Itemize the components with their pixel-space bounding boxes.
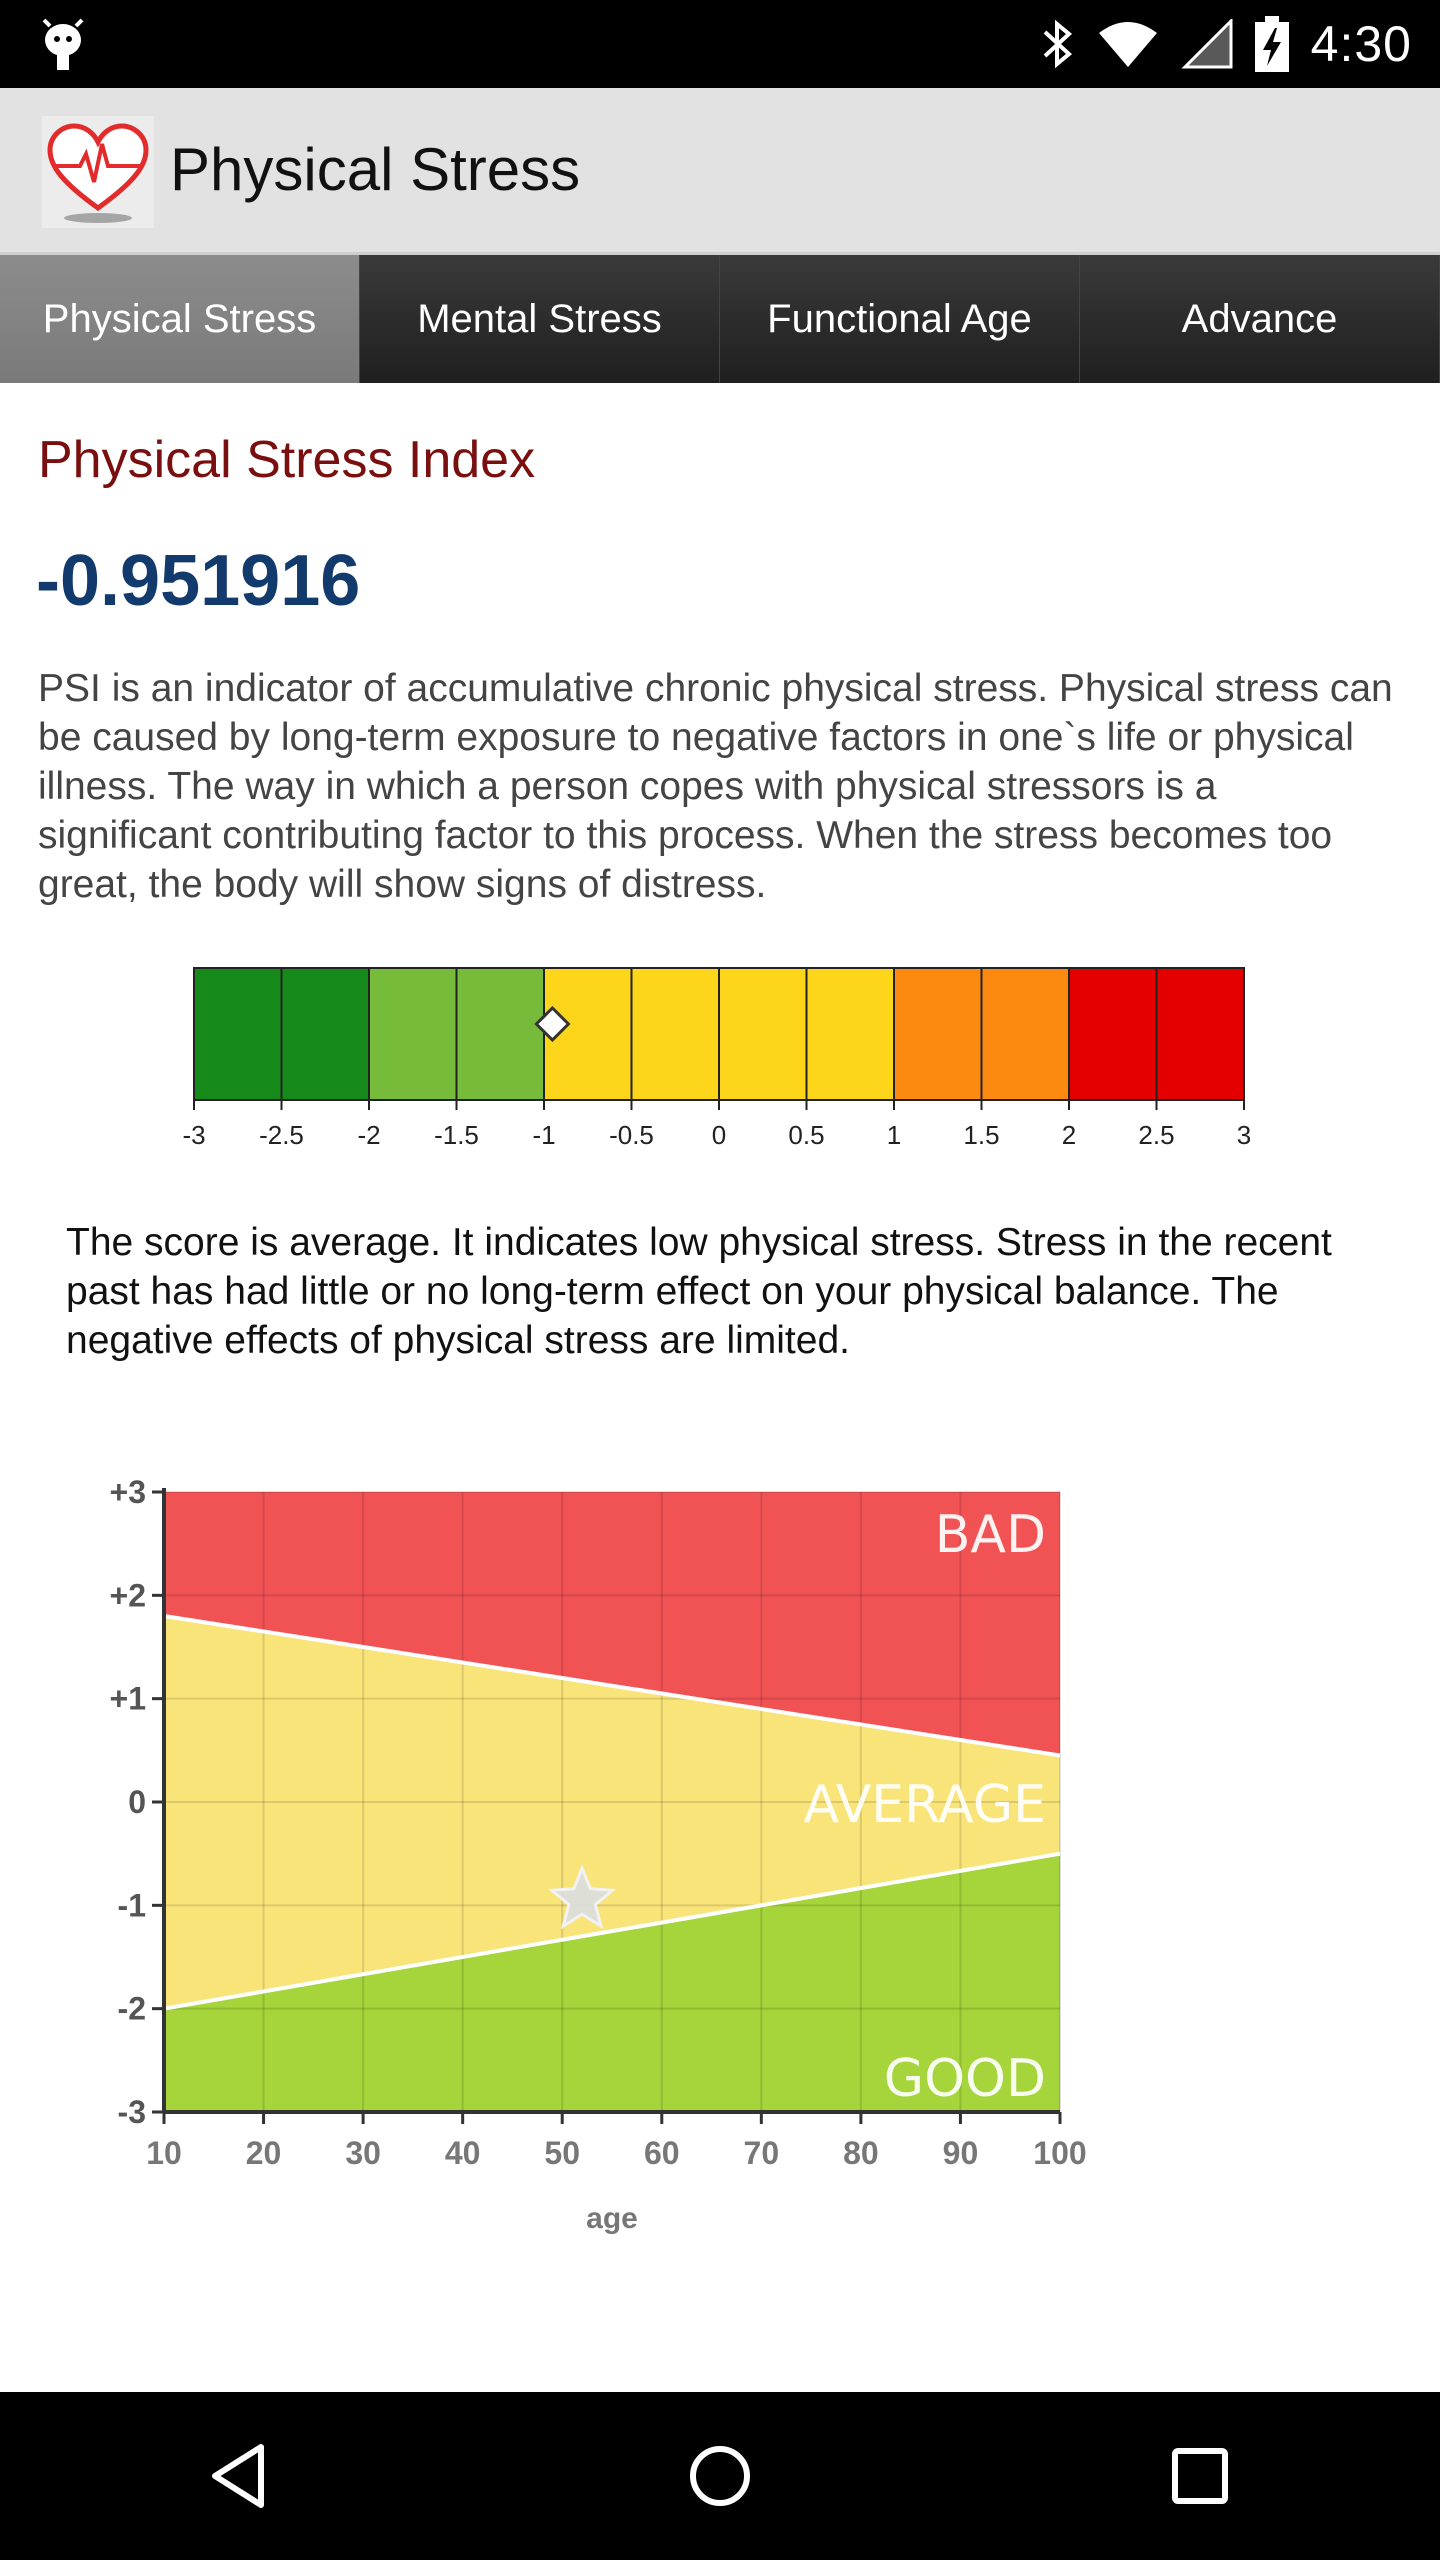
scale-tick-label: 1.5	[963, 1120, 1000, 1150]
scale-segment	[194, 968, 282, 1100]
age-stress-chart	[90, 1470, 1110, 2260]
x-tick-label: 20	[245, 2135, 282, 2171]
x-tick-label: 100	[1033, 2135, 1087, 2171]
x-tick-label: 60	[643, 2135, 680, 2171]
heart-pulse-logo	[42, 116, 154, 228]
x-tick-label: 70	[743, 2135, 780, 2171]
recents-icon[interactable]	[1130, 2406, 1270, 2546]
wifi-icon	[1097, 19, 1159, 69]
result-text: The score is average. It indicates low physical stress. Stress in the recent past has had little or no long-term effect on your physical balance. The negative effects of physical stress are limited.	[66, 1221, 1332, 1362]
x-tick-label: 50	[544, 2135, 581, 2171]
scale-tick-label: 3	[1236, 1120, 1252, 1150]
app-title: Physical Stress	[170, 136, 581, 203]
y-tick-label: -1	[117, 1887, 146, 1924]
scale-tick-label: 2	[1061, 1120, 1077, 1150]
scale-tick-label: -1	[532, 1120, 556, 1150]
signal-icon	[1181, 19, 1233, 69]
x-axis-label: age	[586, 2202, 638, 2235]
x-tick-label: 10	[146, 2135, 182, 2171]
scale-segment	[369, 968, 457, 1100]
tab-physical-stress[interactable]: Physical Stress	[0, 255, 360, 383]
x-tick-label: 90	[942, 2135, 979, 2171]
x-tick-label: 30	[345, 2135, 381, 2171]
zone-label-average: AVERAGE	[803, 1775, 1046, 1835]
scale-tick-label: -3	[182, 1120, 206, 1150]
navigation-bar	[0, 2392, 1440, 2560]
scale-tick-label: -2	[357, 1120, 381, 1150]
back-icon[interactable]	[170, 2406, 310, 2546]
status-time: 4:30	[1310, 16, 1412, 72]
y-tick-label: -2	[117, 1990, 146, 2027]
stress-scale	[170, 960, 1260, 1150]
scale-tick-label: -0.5	[609, 1120, 654, 1150]
description-text: PSI is an indicator of accumulative chronic physical stress. Physical stress can be caused by long-term exposure to negative factors in one`s life or physical illness. The way in which a person copes with physical stressors is a significant contributing factor to this process. When the stress becomes too great, the body will show signs of distress.	[38, 667, 1393, 906]
y-tick-label: +2	[109, 1577, 146, 1614]
x-tick-label: 80	[843, 2135, 879, 2171]
app-bar	[0, 88, 1440, 255]
y-tick-label: 0	[128, 1784, 146, 1820]
scale-tick-label: 1	[886, 1120, 902, 1150]
scale-segment	[982, 968, 1070, 1100]
scale-segment	[282, 968, 370, 1100]
scale-tick-label: 2.5	[1138, 1120, 1175, 1150]
y-tick-label: +1	[109, 1680, 146, 1717]
tab-advance[interactable]: Advance	[1080, 255, 1440, 383]
android-debug-icon	[38, 18, 88, 72]
scale-tick-label: -2.5	[259, 1120, 304, 1150]
y-tick-label: +3	[109, 1474, 146, 1510]
scale-tick-label: -1.5	[434, 1120, 479, 1150]
tab-mental-stress[interactable]: Mental Stress	[360, 255, 720, 383]
zone-label-bad: BAD	[934, 1505, 1046, 1565]
status-bar	[0, 0, 1440, 88]
scale-segment	[719, 968, 807, 1100]
scale-segment	[632, 968, 720, 1100]
scale-segment	[807, 968, 895, 1100]
psi-value: -0.951916	[36, 541, 361, 621]
scale-segment	[457, 968, 545, 1100]
bluetooth-icon	[1039, 18, 1075, 70]
zone-label-good: GOOD	[883, 2049, 1046, 2109]
scale-segment	[1157, 968, 1245, 1100]
tab-bar	[0, 255, 1440, 383]
x-tick-label: 40	[444, 2135, 481, 2171]
home-icon[interactable]	[650, 2406, 790, 2546]
section-title: Physical Stress Index	[38, 431, 536, 489]
tab-functional-age[interactable]: Functional Age	[720, 255, 1080, 383]
y-tick-label: -3	[117, 2094, 146, 2130]
scale-tick-label: 0	[711, 1120, 727, 1150]
scale-tick-label: 0.5	[788, 1120, 825, 1150]
scale-segment	[894, 968, 982, 1100]
scale-segment	[1069, 968, 1157, 1100]
battery-charging-icon	[1255, 16, 1289, 72]
